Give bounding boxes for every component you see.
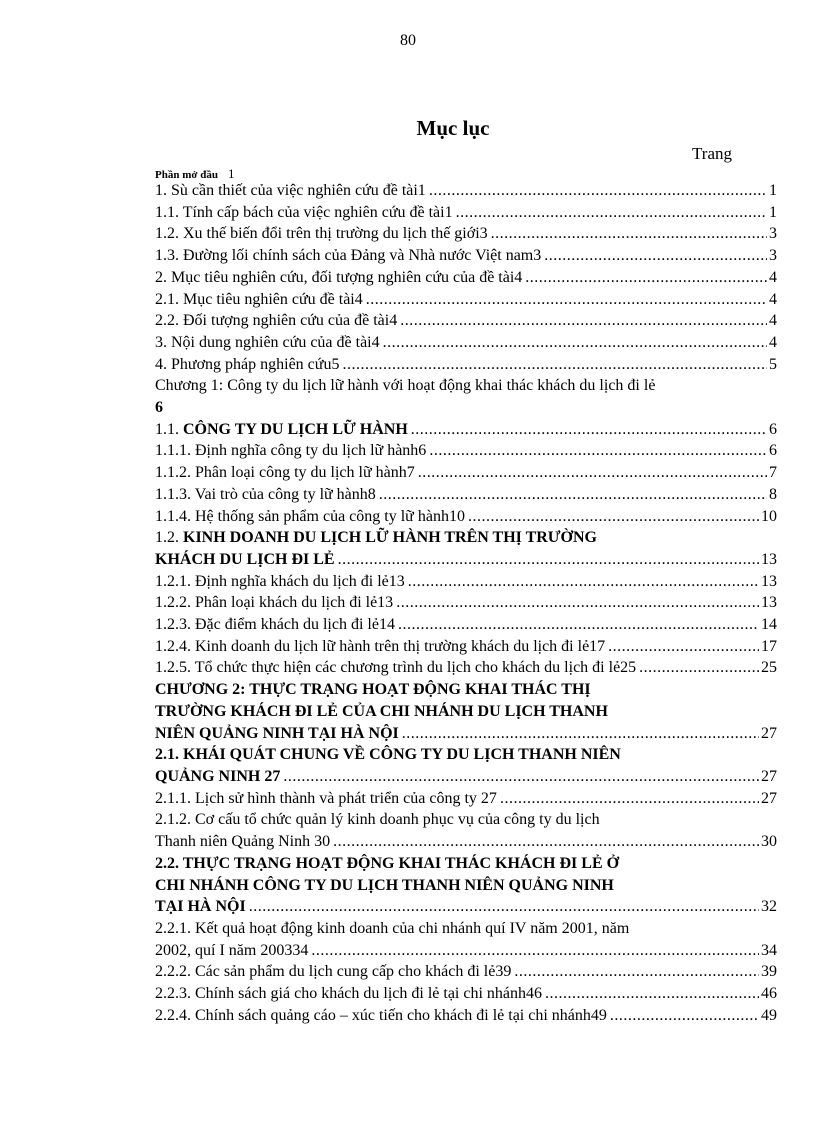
toc-entry-2-1-2-line1[interactable]: 2.1.2. Cơ cấu tổ chức quản lý kinh doanh phục vụ của công ty du lịch (155, 811, 600, 829)
toc-chapter-1[interactable]: Chương 1: Công ty du lịch lữ hành với hoạt động khai thác khách du lịch đi lẻ (155, 377, 656, 395)
toc-entry[interactable]: 1.1.4. Hệ thống sản phẩm của công ty lữ hành10 ..... 10 (155, 506, 777, 528)
toc-section-2-1-line1[interactable]: 2.1. KHÁI QUÁT CHUNG VỀ CÔNG TY DU LỊCH THANH NIÊN (155, 746, 621, 764)
toc-entry[interactable]: 1.2.4. Kinh doanh du lịch lữ hành trên thị trường khách du lịch đi lẻ17 ..... 17 (155, 636, 777, 658)
toc-entry[interactable]: 1.1.3. Vai trò của công ty lữ hành8 ..... 8 (155, 484, 777, 506)
toc-entry[interactable]: 1.3. Đường lối chính sách của Đảng và Nhà nước Việt nam3 ..... 3 (155, 245, 777, 267)
toc-entry-2-2-1-line1[interactable]: 2.2.1. Kết quả hoạt động kinh doanh của chi nhánh quí IV năm 2001, năm (155, 919, 630, 937)
toc-entry[interactable]: 2.1.1. Lịch sử hình thành và phát triển của công ty 27 ..... 27 (155, 788, 777, 810)
toc-entry[interactable]: 1.1. Tính cấp bách của việc nghiên cứu đề tài1 ..... 1 (155, 202, 777, 224)
toc-section-2-1[interactable]: QUẢNG NINH 27 ..... 27 (155, 766, 777, 788)
toc-entry[interactable]: 2. Mục tiêu nghiên cứu, đối tượng nghiên cứu của đề tài4 ..... 4 (155, 267, 777, 289)
toc-intro-page: 1 (227, 166, 235, 181)
toc-entry[interactable]: 1. Sù cần thiết của việc nghiên cứu đề tài1 ..... 1 (155, 180, 777, 202)
toc-intro-label: Phần mở đầu (155, 169, 218, 181)
toc-section-1-2-line1[interactable]: 1.2. KINH DOANH DU LỊCH LỮ HÀNH TRÊN THỊ TRƯỜNG (155, 529, 597, 547)
toc-entry[interactable]: 1.2.2. Phân loại khách du lịch đi lẻ13 ..... 13 (155, 592, 777, 614)
toc-section-2-2[interactable]: TẠI HÀ NỘI ..... 32 (155, 896, 777, 918)
toc-entry[interactable]: 3. Nội dung nghiên cứu của đề tài4 ..... 4 (155, 332, 777, 354)
toc-entry[interactable]: 1.2.3. Đặc điểm khách du lịch đi lẻ14 ..... 14 (155, 614, 777, 636)
table-of-contents (155, 180, 777, 1026)
toc-chapter-2[interactable]: NIÊN QUẢNG NINH TẠI HÀ NỘI ..... 27 (155, 723, 777, 745)
toc-section-2-2-line1[interactable]: 2.2. THỰC TRẠNG HOẠT ĐỘNG KHAI THÁC KHÁCH ĐI LẺ Ở (155, 854, 620, 872)
toc-entry[interactable]: 1.1.1. Định nghĩa công ty du lịch lữ hành6 ..... 6 (155, 440, 777, 462)
toc-entry[interactable]: 2.2.4. Chính sách quảng cáo – xúc tiến cho khách đi lẻ tại chi nhánh49 ..... 49 (155, 1005, 777, 1027)
toc-entry[interactable]: 2.2.2. Các sản phẩm du lịch cung cấp cho khách đi lẻ39 ..... 39 (155, 961, 777, 983)
toc-entry-2-1-2[interactable]: Thanh niên Quảng Ninh 30 ..... 30 (155, 831, 777, 853)
toc-chapter-2-line1[interactable]: CHƯƠNG 2: THỰC TRẠNG HOẠT ĐỘNG KHAI THÁC THỊ (155, 681, 591, 699)
toc-entry-2-2-1[interactable]: 2002, quí I năm 200334 ..... 34 (155, 940, 777, 962)
page-column-label: Trang (692, 144, 732, 163)
toc-section-1-2[interactable]: KHÁCH DU LỊCH ĐI LẺ ..... 13 (155, 549, 777, 571)
toc-chapter-1-page: 6 (155, 399, 163, 417)
page-number: 80 (400, 32, 416, 49)
toc-section-1-1[interactable]: 1.1. CÔNG TY DU LỊCH LỮ HÀNH ..... 6 (155, 419, 777, 441)
toc-entry[interactable]: 2.2.3. Chính sách giá cho khách du lịch đi lẻ tại chi nhánh46 ..... 46 (155, 983, 777, 1005)
toc-entry[interactable]: 1.2. Xu thế biến đổi trên thị trường du lịch thế giới3 ..... 3 (155, 223, 777, 245)
toc-entry[interactable]: 2.1. Mục tiêu nghiên cứu đề tài4 ..... 4 (155, 289, 777, 311)
toc-entry[interactable]: 1.2.5. Tổ chức thực hiện các chương trình du lịch cho khách du lịch đi lẻ25 ..... 25 (155, 657, 777, 679)
toc-entry[interactable]: 1.1.2. Phân loại công ty du lịch lữ hành7 ..... 7 (155, 462, 777, 484)
toc-chapter-2-line2[interactable]: TRƯỜNG KHÁCH ĐI LẺ CỦA CHI NHÁNH DU LỊCH THANH (155, 702, 608, 720)
toc-entry[interactable]: 4. Phương pháp nghiên cứu5 ..... 5 (155, 354, 777, 376)
toc-entry[interactable]: 2.2. Đối tượng nghiên cứu của đề tài4 ..... 4 (155, 310, 777, 332)
toc-entry[interactable]: 1.2.1. Định nghĩa khách du lịch đi lẻ13 ..... 13 (155, 571, 777, 593)
toc-title: Mục lục (416, 116, 490, 140)
toc-section-2-2-line2[interactable]: CHI NHÁNH CÔNG TY DU LỊCH THANH NIÊN QUẢNG NINH (155, 876, 614, 894)
